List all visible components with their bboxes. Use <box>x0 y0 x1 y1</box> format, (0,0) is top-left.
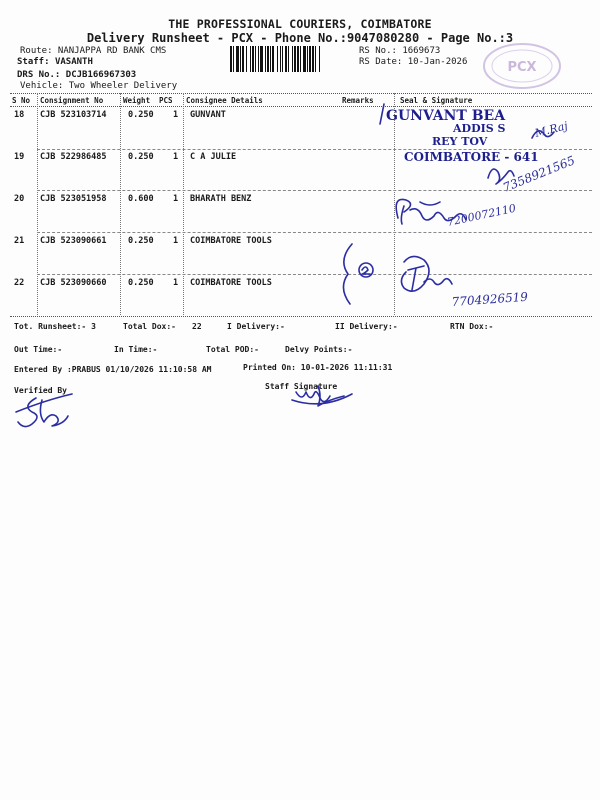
delvy-points: Delvy Points:- <box>285 345 353 354</box>
svg-text:7200072110: 7200072110 <box>445 201 518 229</box>
cell-sno: 22 <box>14 278 25 288</box>
cell-consignment: CJB 522986485 <box>40 152 107 162</box>
col-sno: S No <box>12 96 31 105</box>
cell-pcs: 1 <box>173 194 179 204</box>
company-stamp-icon <box>380 104 539 164</box>
cell-sno: 19 <box>14 152 25 162</box>
cell-pcs: 1 <box>173 110 179 120</box>
rs-number: RS No.: 1669673 <box>359 46 441 56</box>
cell-sno: 20 <box>14 194 25 204</box>
cell-weight: 0.600 <box>128 194 154 204</box>
cell-sno: 21 <box>14 236 25 246</box>
cell-pcs: 1 <box>173 236 179 246</box>
total-dox-value: 22 <box>192 322 202 331</box>
svg-text:7358921565: 7358921565 <box>500 153 577 195</box>
cell-weight: 0.250 <box>128 152 154 162</box>
route-text: Route: NANJAPPA RD BANK CMS <box>20 46 167 56</box>
in-time: In Time:- <box>114 345 158 354</box>
drs-label: DRS No.: <box>17 70 66 80</box>
out-time: Out Time:- <box>14 345 63 354</box>
faint-stamp-text: PCX <box>507 60 537 75</box>
rs-date: RS Date: 10-Jan-2026 <box>359 57 468 67</box>
signature-row22-icon <box>401 256 528 309</box>
cell-consignment: CJB 523051958 <box>40 194 107 204</box>
verified-by: Verified By <box>14 386 67 395</box>
cell-pcs: 1 <box>173 152 179 162</box>
cell-sno: 18 <box>14 110 25 120</box>
col-remarks: Remarks <box>342 96 374 105</box>
svg-text:ADDIS S: ADDIS S <box>453 122 506 135</box>
cell-consignment: CJB 523090660 <box>40 278 107 288</box>
col-weight: Weight <box>123 96 151 105</box>
i-delivery: I Delivery:- <box>227 322 285 331</box>
svg-text:GUNVANT BEA: GUNVANT BEA <box>386 108 506 124</box>
drs-value: DCJB166967303 <box>65 70 137 80</box>
cell-consignee: COIMBATORE TOOLS <box>190 278 272 288</box>
staff-signature-label: Staff Signature <box>265 382 338 391</box>
staff-label: Staff: <box>17 57 55 67</box>
svg-text:COIMBATORE - 641: COIMBATORE - 641 <box>404 150 539 164</box>
tot-runsheet: Tot. Runsheet:- 3 <box>14 322 96 331</box>
svg-text:REY TOV: REY TOV <box>432 135 488 148</box>
col-consignment: Consignment No <box>40 96 104 105</box>
ii-delivery: II Delivery:- <box>335 322 398 331</box>
col-pcs: PCS <box>159 96 173 105</box>
col-consignee: Consignee Details <box>186 96 263 105</box>
col-seal-signature: Seal & Signature <box>400 96 473 105</box>
cell-consignee: COIMBATORE TOOLS <box>190 236 272 246</box>
signature-row20-icon <box>396 199 517 229</box>
svg-text:M.Raj: M.Raj <box>533 119 570 140</box>
total-dox-label: Total Dox:- <box>123 322 176 331</box>
document-title: THE PROFESSIONAL COURIERS, COIMBATORE <box>168 17 432 31</box>
signature-row21-icon <box>343 244 373 304</box>
cell-weight: 0.250 <box>128 278 154 288</box>
cell-consignee: BHARATH BENZ <box>190 194 252 204</box>
cell-weight: 0.250 <box>128 236 154 246</box>
rtn-dox: RTN Dox:- <box>450 322 494 331</box>
cell-weight: 0.250 <box>128 110 154 120</box>
vehicle-text: Vehicle: Two Wheeler Delivery <box>20 81 178 91</box>
cell-consignee: C A JULIE <box>190 152 237 162</box>
cell-consignee: GUNVANT <box>190 110 226 120</box>
cell-consignment: CJB 523103714 <box>40 110 107 120</box>
signature-mraj-icon <box>532 119 570 140</box>
staff-value: VASANTH <box>54 57 93 67</box>
staff-signature-icon <box>292 386 352 406</box>
cell-consignment: CJB 523090661 <box>40 236 107 246</box>
verified-signature-icon <box>16 394 72 427</box>
entered-by: Entered By :PRABUS 01/10/2026 11:10:58 AM <box>14 365 212 374</box>
cell-pcs: 1 <box>173 278 179 288</box>
printed-on: Printed On: 10-01-2026 11:11:31 <box>243 363 393 372</box>
document-subtitle: Delivery Runsheet - PCX - Phone No.:9047080280 - Page No.:3 <box>86 31 514 45</box>
svg-text:7704926519: 7704926519 <box>451 289 529 309</box>
total-pod: Total POD:- <box>206 345 259 354</box>
